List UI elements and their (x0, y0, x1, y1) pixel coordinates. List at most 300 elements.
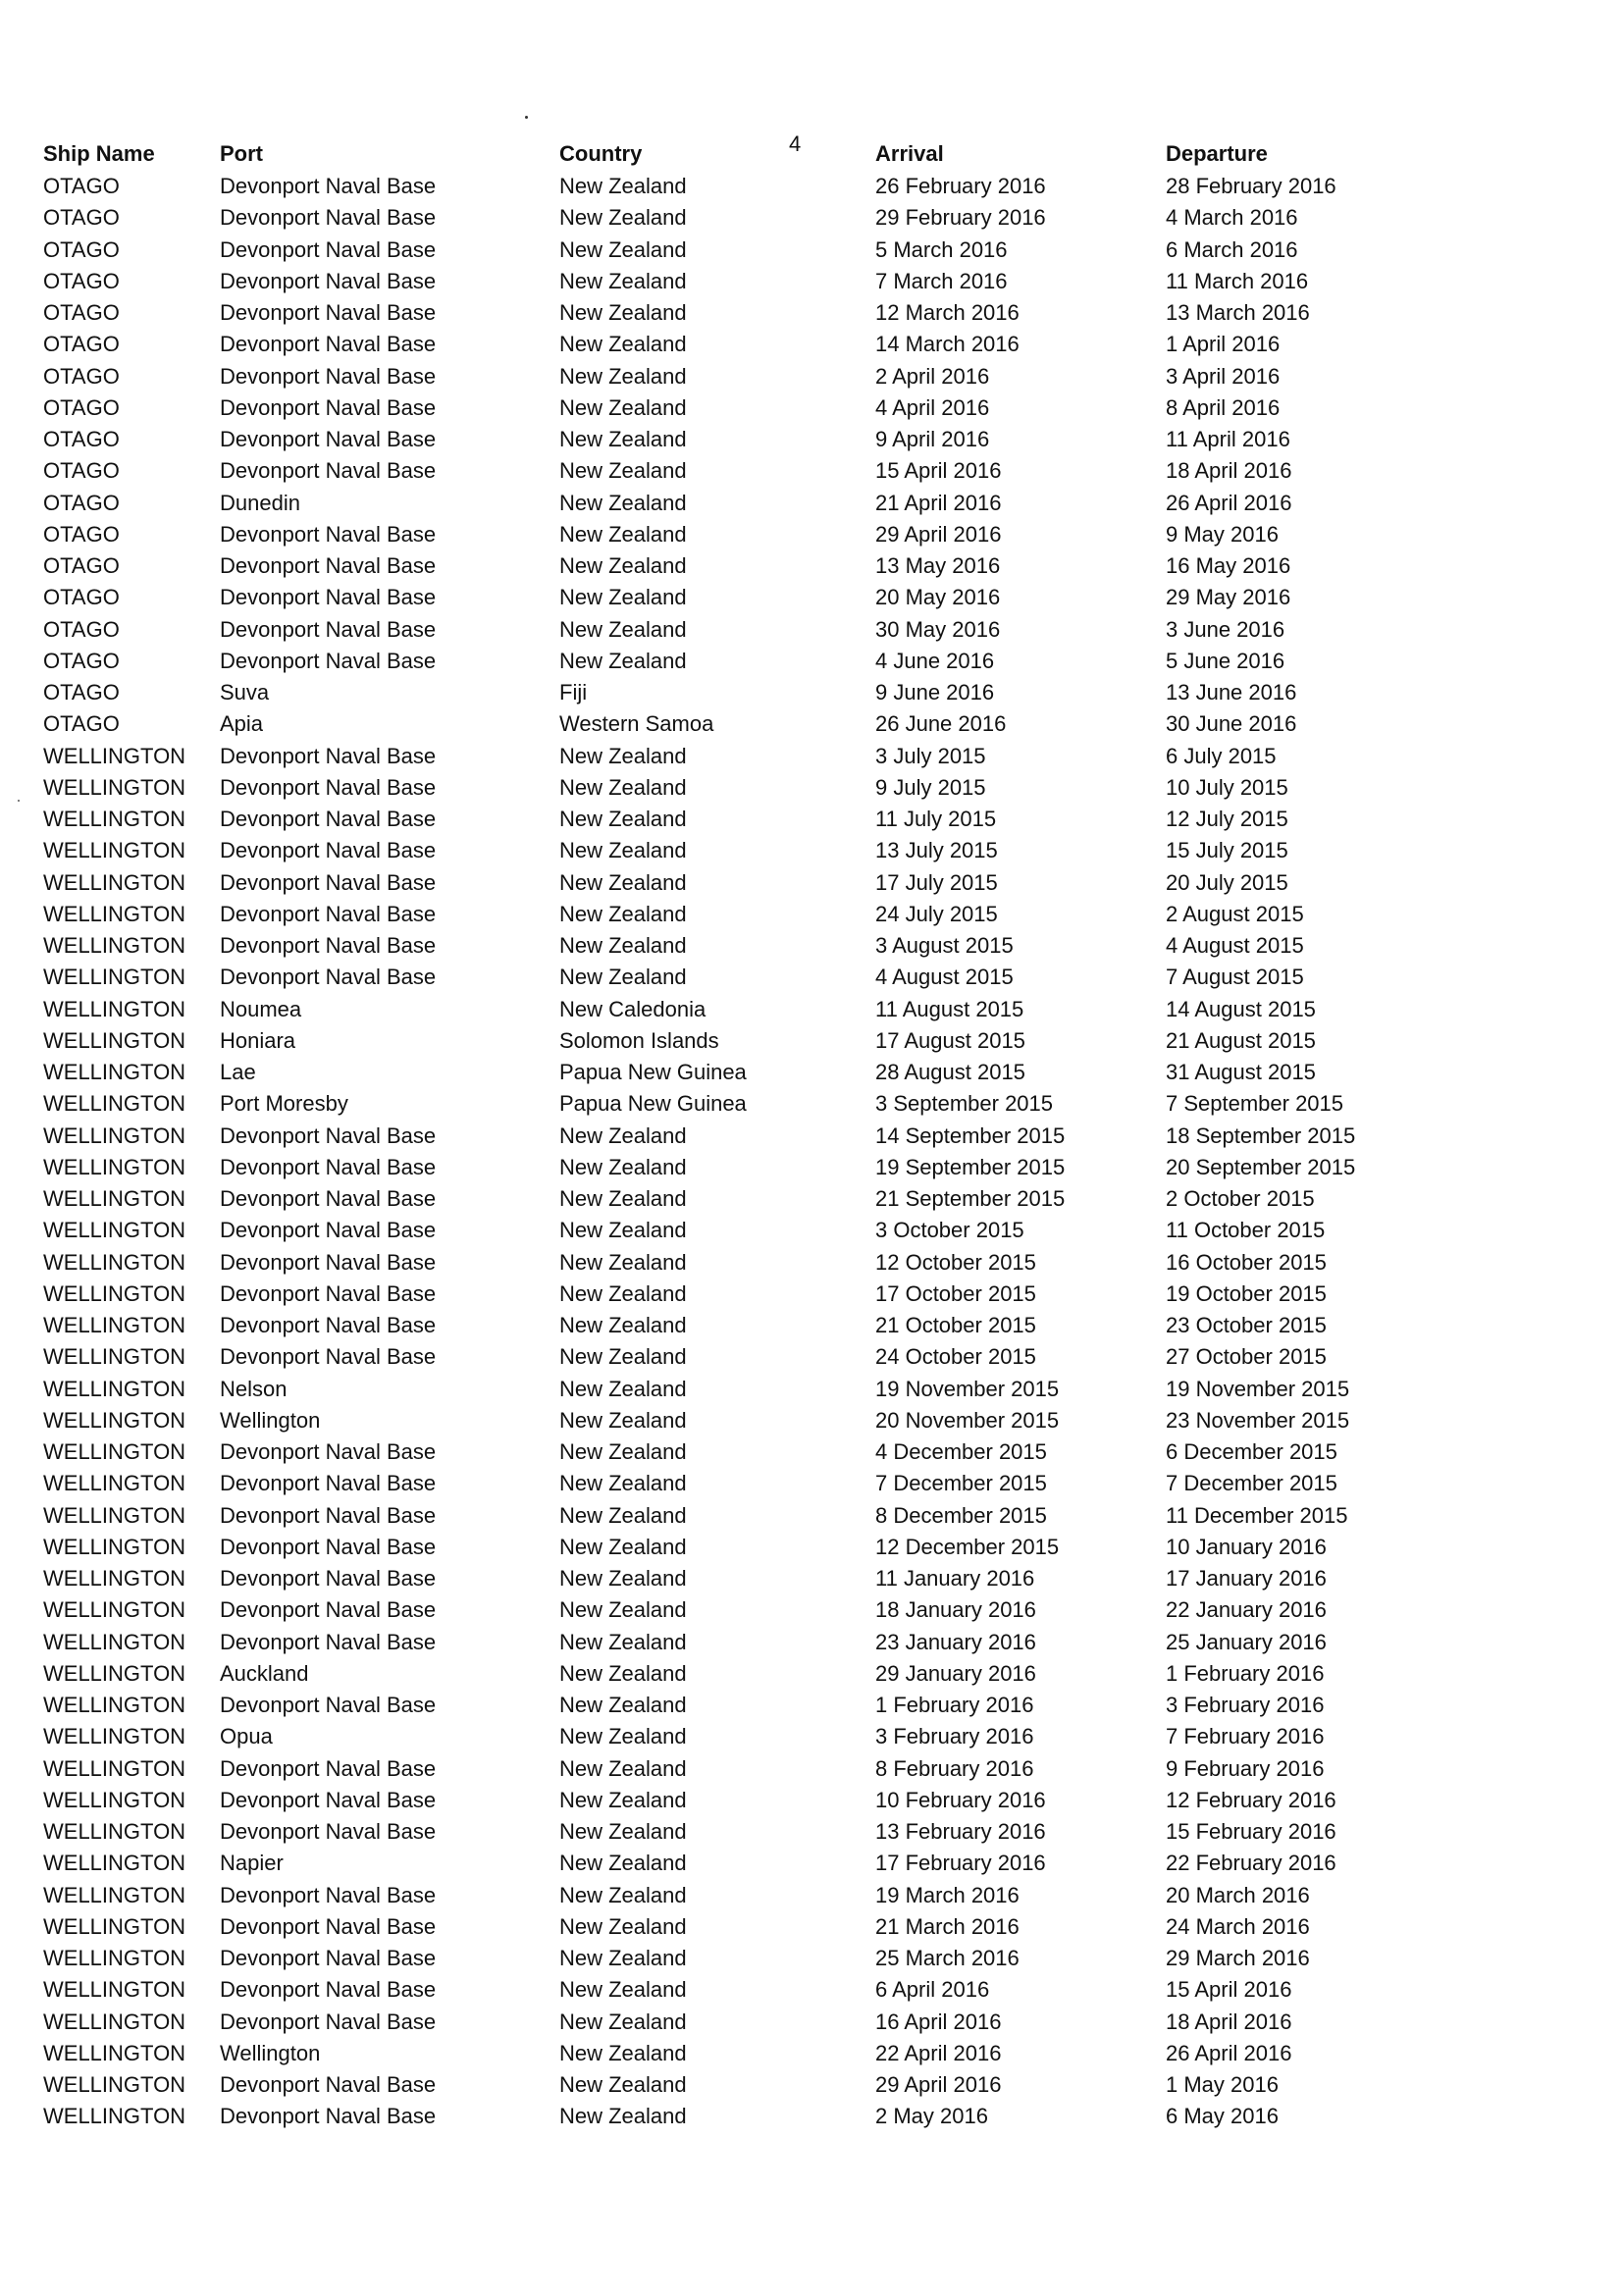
cell-country: New Zealand (559, 1249, 687, 1275)
cell-ship-name: WELLINGTON (43, 2072, 186, 2098)
table-row (43, 1310, 1460, 1341)
cell-arrival: 30 May 2016 (875, 616, 1001, 642)
cell-country: Solomon Islands (559, 1027, 719, 1053)
cell-ship-name: OTAGO (43, 332, 120, 357)
cell-port: Devonport Naval Base (220, 1218, 437, 1243)
table-row (43, 392, 1460, 424)
cell-port: Devonport Naval Base (220, 332, 437, 357)
cell-departure: 3 April 2016 (1166, 363, 1281, 389)
cell-departure: 13 March 2016 (1166, 300, 1310, 326)
cell-departure: 12 July 2015 (1166, 807, 1288, 832)
cell-arrival: 21 October 2015 (875, 1313, 1036, 1338)
cell-ship-name: WELLINGTON (43, 901, 186, 926)
table-row (43, 329, 1460, 360)
cell-country: New Zealand (559, 1660, 687, 1686)
cell-departure: 5 June 2016 (1166, 648, 1285, 673)
cell-country: New Zealand (559, 1280, 687, 1306)
cell-departure: 29 March 2016 (1166, 1946, 1310, 1971)
cell-port: Devonport Naval Base (220, 1913, 437, 1939)
cell-country: New Zealand (559, 363, 687, 389)
table-row (43, 171, 1460, 202)
cell-country: New Zealand (559, 1629, 687, 1654)
cell-departure: 13 June 2016 (1166, 680, 1297, 705)
cell-country: New Zealand (559, 1534, 687, 1559)
cell-port: Devonport Naval Base (220, 1977, 437, 2003)
table-row (43, 1627, 1460, 1658)
cell-country: New Zealand (559, 490, 687, 515)
table-row (43, 835, 1460, 866)
cell-ship-name: WELLINGTON (43, 1249, 186, 1275)
cell-country: New Zealand (559, 1693, 687, 1718)
cell-ship-name: WELLINGTON (43, 1851, 186, 1876)
cell-country: Western Samoa (559, 711, 714, 737)
cell-arrival: 17 February 2016 (875, 1851, 1046, 1876)
cell-country: New Zealand (559, 1186, 687, 1212)
cell-arrival: 3 July 2015 (875, 743, 986, 768)
table-row (43, 1785, 1460, 1816)
cell-arrival: 23 January 2016 (875, 1629, 1036, 1654)
cell-ship-name: WELLINGTON (43, 1186, 186, 1212)
cell-arrival: 4 December 2015 (875, 1439, 1047, 1465)
table-row (43, 1436, 1460, 1468)
cell-country: New Zealand (559, 933, 687, 959)
cell-arrival: 29 April 2016 (875, 2072, 1002, 2098)
cell-arrival: 19 March 2016 (875, 1882, 1020, 1907)
cell-departure: 23 November 2015 (1166, 1407, 1350, 1433)
cell-departure: 2 October 2015 (1166, 1186, 1315, 1212)
table-row (43, 361, 1460, 392)
cell-ship-name: WELLINGTON (43, 1819, 186, 1845)
cell-arrival: 11 January 2016 (875, 1566, 1035, 1592)
cell-arrival: 12 December 2015 (875, 1534, 1060, 1559)
cell-country: New Zealand (559, 1913, 687, 1939)
cell-ship-name: OTAGO (43, 680, 120, 705)
cell-port: Devonport Naval Base (220, 616, 437, 642)
cell-arrival: 24 October 2015 (875, 1344, 1036, 1370)
cell-port: Devonport Naval Base (220, 585, 437, 610)
cell-ship-name: WELLINGTON (43, 1913, 186, 1939)
cell-departure: 7 August 2015 (1166, 965, 1304, 990)
cell-port: Devonport Naval Base (220, 1186, 437, 1212)
cell-port: Apia (220, 711, 264, 737)
table-row (43, 1374, 1460, 1405)
cell-country: New Zealand (559, 774, 687, 800)
cell-departure: 7 December 2015 (1166, 1471, 1337, 1496)
header-ship-name: Ship Name (43, 141, 155, 166)
cell-port: Devonport Naval Base (220, 236, 437, 262)
cell-arrival: 28 August 2015 (875, 1060, 1025, 1085)
cell-departure: 3 June 2016 (1166, 616, 1285, 642)
table-row (43, 962, 1460, 993)
cell-port: Devonport Naval Base (220, 807, 437, 832)
cell-port: Devonport Naval Base (220, 394, 437, 420)
cell-port: Devonport Naval Base (220, 553, 437, 579)
cell-departure: 15 April 2016 (1166, 1977, 1292, 2003)
cell-country: New Zealand (559, 1376, 687, 1401)
cell-ship-name: WELLINGTON (43, 1439, 186, 1465)
table-row (43, 488, 1460, 519)
cell-country: New Zealand (559, 1313, 687, 1338)
cell-country: New Zealand (559, 1407, 687, 1433)
cell-ship-name: OTAGO (43, 300, 120, 326)
cell-country: New Zealand (559, 901, 687, 926)
cell-country: New Zealand (559, 1597, 687, 1623)
cell-ship-name: OTAGO (43, 711, 120, 737)
cell-port: Devonport Naval Base (220, 1597, 437, 1623)
cell-departure: 18 April 2016 (1166, 2009, 1292, 2034)
table-row (43, 1088, 1460, 1120)
table-row (43, 1500, 1460, 1532)
cell-ship-name: OTAGO (43, 616, 120, 642)
cell-port: Devonport Naval Base (220, 1280, 437, 1306)
cell-arrival: 19 September 2015 (875, 1154, 1066, 1179)
table-row (43, 677, 1460, 708)
cell-ship-name: WELLINGTON (43, 774, 186, 800)
cell-port: Noumea (220, 996, 302, 1021)
table-row (43, 455, 1460, 487)
table-row (43, 202, 1460, 234)
cell-arrival: 9 July 2015 (875, 774, 986, 800)
table-row (43, 741, 1460, 772)
cell-port: Devonport Naval Base (220, 838, 437, 863)
cell-departure: 29 May 2016 (1166, 585, 1291, 610)
cell-departure: 4 March 2016 (1166, 205, 1298, 231)
cell-country: New Zealand (559, 1218, 687, 1243)
cell-port: Devonport Naval Base (220, 1534, 437, 1559)
header-port: Port (220, 141, 263, 166)
table-row (43, 772, 1460, 804)
cell-arrival: 1 February 2016 (875, 1693, 1034, 1718)
cell-ship-name: WELLINGTON (43, 807, 186, 832)
cell-departure: 23 October 2015 (1166, 1313, 1327, 1338)
cell-country: New Zealand (559, 205, 687, 231)
cell-country: New Zealand (559, 2072, 687, 2098)
cell-arrival: 19 November 2015 (875, 1376, 1060, 1401)
table-row (43, 708, 1460, 740)
cell-departure: 20 July 2015 (1166, 869, 1288, 895)
cell-port: Devonport Naval Base (220, 1882, 437, 1907)
table-row (43, 930, 1460, 962)
scan-speck (18, 800, 20, 802)
cell-port: Devonport Naval Base (220, 1471, 437, 1496)
cell-departure: 22 February 2016 (1166, 1851, 1336, 1876)
cell-port: Opua (220, 1724, 273, 1749)
cell-ship-name: WELLINGTON (43, 1154, 186, 1179)
cell-ship-name: WELLINGTON (43, 1407, 186, 1433)
table-row (43, 1121, 1460, 1152)
cell-country: New Zealand (559, 2009, 687, 2034)
cell-country: New Zealand (559, 1566, 687, 1592)
cell-departure: 2 August 2015 (1166, 901, 1304, 926)
table-row (43, 266, 1460, 297)
cell-country: New Zealand (559, 1946, 687, 1971)
cell-departure: 31 August 2015 (1166, 1060, 1316, 1085)
cell-ship-name: WELLINGTON (43, 1060, 186, 1085)
cell-arrival: 21 September 2015 (875, 1186, 1066, 1212)
cell-arrival: 14 March 2016 (875, 332, 1020, 357)
cell-port: Devonport Naval Base (220, 869, 437, 895)
table-row (43, 1405, 1460, 1436)
cell-country: New Zealand (559, 1787, 687, 1812)
cell-arrival: 8 December 2015 (875, 1502, 1047, 1528)
cell-port: Devonport Naval Base (220, 648, 437, 673)
cell-ship-name: OTAGO (43, 490, 120, 515)
cell-ship-name: WELLINGTON (43, 743, 186, 768)
cell-port: Dunedin (220, 490, 300, 515)
cell-departure: 9 May 2016 (1166, 521, 1279, 547)
cell-ship-name: OTAGO (43, 553, 120, 579)
cell-ship-name: WELLINGTON (43, 1755, 186, 1781)
cell-arrival: 13 February 2016 (875, 1819, 1046, 1845)
cell-departure: 4 August 2015 (1166, 933, 1304, 959)
cell-arrival: 4 August 2015 (875, 965, 1014, 990)
cell-arrival: 29 April 2016 (875, 521, 1002, 547)
cell-ship-name: OTAGO (43, 363, 120, 389)
cell-port: Napier (220, 1851, 284, 1876)
cell-arrival: 11 August 2015 (875, 996, 1024, 1021)
table-row (43, 550, 1460, 582)
cell-port: Devonport Naval Base (220, 2104, 437, 2129)
cell-port: Devonport Naval Base (220, 1787, 437, 1812)
cell-port: Devonport Naval Base (220, 1693, 437, 1718)
cell-country: New Zealand (559, 2040, 687, 2065)
cell-departure: 8 April 2016 (1166, 394, 1281, 420)
cell-ship-name: WELLINGTON (43, 1977, 186, 2003)
cell-ship-name: WELLINGTON (43, 1027, 186, 1053)
cell-departure: 1 February 2016 (1166, 1660, 1325, 1686)
cell-departure: 17 January 2016 (1166, 1566, 1327, 1592)
cell-port: Devonport Naval Base (220, 174, 437, 199)
table-row (43, 2069, 1460, 2101)
cell-departure: 24 March 2016 (1166, 1913, 1310, 1939)
table-row (43, 1247, 1460, 1278)
table-row (43, 2038, 1460, 2069)
cell-port: Devonport Naval Base (220, 1755, 437, 1781)
cell-ship-name: WELLINGTON (43, 1946, 186, 1971)
cell-port: Devonport Naval Base (220, 427, 437, 452)
table-row (43, 1816, 1460, 1848)
cell-ship-name: OTAGO (43, 394, 120, 420)
cell-ship-name: WELLINGTON (43, 838, 186, 863)
cell-arrival: 3 October 2015 (875, 1218, 1024, 1243)
cell-country: Fiji (559, 680, 588, 705)
cell-departure: 22 January 2016 (1166, 1597, 1327, 1623)
table-row (43, 1721, 1460, 1752)
cell-country: New Zealand (559, 1154, 687, 1179)
cell-arrival: 2 May 2016 (875, 2104, 988, 2129)
cell-arrival: 12 March 2016 (875, 300, 1020, 326)
table-row (43, 614, 1460, 646)
table-row (43, 867, 1460, 899)
cell-port: Honiara (220, 1027, 296, 1053)
cell-arrival: 9 June 2016 (875, 680, 995, 705)
cell-country: New Zealand (559, 807, 687, 832)
cell-arrival: 29 February 2016 (875, 205, 1046, 231)
cell-arrival: 4 April 2016 (875, 394, 990, 420)
cell-port: Devonport Naval Base (220, 300, 437, 326)
cell-country: New Zealand (559, 332, 687, 357)
cell-country: New Zealand (559, 427, 687, 452)
cell-ship-name: OTAGO (43, 205, 120, 231)
cell-port: Devonport Naval Base (220, 2009, 437, 2034)
cell-ship-name: WELLINGTON (43, 1787, 186, 1812)
cell-country: New Zealand (559, 1882, 687, 1907)
cell-arrival: 7 March 2016 (875, 268, 1008, 293)
cell-country: New Zealand (559, 1344, 687, 1370)
cell-port: Devonport Naval Base (220, 1122, 437, 1148)
cell-departure: 12 February 2016 (1166, 1787, 1336, 1812)
cell-departure: 26 April 2016 (1166, 490, 1292, 515)
cell-ship-name: WELLINGTON (43, 1376, 186, 1401)
cell-ship-name: WELLINGTON (43, 1693, 186, 1718)
table-row (43, 994, 1460, 1025)
cell-port: Nelson (220, 1376, 288, 1401)
cell-arrival: 5 March 2016 (875, 236, 1008, 262)
table-row (43, 235, 1460, 266)
cell-arrival: 11 July 2015 (875, 807, 997, 832)
cell-country: New Zealand (559, 2104, 687, 2129)
cell-ship-name: WELLINGTON (43, 2104, 186, 2129)
cell-ship-name: WELLINGTON (43, 1122, 186, 1148)
cell-departure: 16 October 2015 (1166, 1249, 1327, 1275)
cell-port: Auckland (220, 1660, 309, 1686)
cell-arrival: 8 February 2016 (875, 1755, 1034, 1781)
cell-country: New Zealand (559, 300, 687, 326)
table-row (43, 646, 1460, 677)
table-body (43, 171, 1460, 2133)
cell-arrival: 15 April 2016 (875, 458, 1002, 484)
table-row (43, 1594, 1460, 1626)
cell-port: Wellington (220, 2040, 321, 2065)
cell-country: New Zealand (559, 394, 687, 420)
cell-country: New Zealand (559, 1122, 687, 1148)
cell-country: New Zealand (559, 268, 687, 293)
cell-arrival: 17 July 2015 (875, 869, 998, 895)
table-row (43, 1943, 1460, 1974)
cell-ship-name: WELLINGTON (43, 1280, 186, 1306)
cell-departure: 16 May 2016 (1166, 553, 1291, 579)
table-row (43, 582, 1460, 613)
cell-arrival: 21 March 2016 (875, 1913, 1020, 1939)
cell-arrival: 20 May 2016 (875, 585, 1001, 610)
cell-ship-name: WELLINGTON (43, 1218, 186, 1243)
table-row (43, 1848, 1460, 1879)
cell-arrival: 26 February 2016 (875, 174, 1046, 199)
table-row (43, 1215, 1460, 1246)
table-row (43, 2007, 1460, 2038)
cell-country: New Zealand (559, 1851, 687, 1876)
cell-departure: 7 September 2015 (1166, 1091, 1344, 1117)
cell-ship-name: WELLINGTON (43, 869, 186, 895)
cell-arrival: 18 January 2016 (875, 1597, 1036, 1623)
cell-arrival: 16 April 2016 (875, 2009, 1002, 2034)
cell-arrival: 24 July 2015 (875, 901, 998, 926)
cell-country: Papua New Guinea (559, 1091, 747, 1117)
cell-ship-name: WELLINGTON (43, 933, 186, 959)
cell-arrival: 7 December 2015 (875, 1471, 1047, 1496)
cell-port: Suva (220, 680, 270, 705)
header-row (43, 137, 1460, 171)
cell-port: Devonport Naval Base (220, 268, 437, 293)
cell-ship-name: WELLINGTON (43, 1660, 186, 1686)
cell-country: New Zealand (559, 585, 687, 610)
cell-departure: 11 October 2015 (1166, 1218, 1326, 1243)
cell-port: Devonport Naval Base (220, 363, 437, 389)
cell-arrival: 2 April 2016 (875, 363, 990, 389)
cell-port: Devonport Naval Base (220, 458, 437, 484)
cell-departure: 21 August 2015 (1166, 1027, 1316, 1053)
cell-ship-name: WELLINGTON (43, 1344, 186, 1370)
table-row (43, 297, 1460, 329)
cell-port: Devonport Naval Base (220, 1566, 437, 1592)
cell-departure: 15 July 2015 (1166, 838, 1288, 863)
cell-departure: 6 December 2015 (1166, 1439, 1337, 1465)
cell-departure: 11 December 2015 (1166, 1502, 1348, 1528)
ship-visits-table (43, 137, 1460, 2133)
cell-port: Port Moresby (220, 1091, 348, 1117)
cell-departure: 6 July 2015 (1166, 743, 1277, 768)
cell-ship-name: WELLINGTON (43, 1502, 186, 1528)
cell-port: Devonport Naval Base (220, 1313, 437, 1338)
cell-arrival: 20 November 2015 (875, 1407, 1060, 1433)
table-row (43, 1152, 1460, 1183)
cell-ship-name: OTAGO (43, 427, 120, 452)
cell-country: Papua New Guinea (559, 1060, 747, 1085)
scan-speck (525, 116, 528, 119)
table-row (43, 2101, 1460, 2132)
cell-departure: 18 April 2016 (1166, 458, 1292, 484)
table-row (43, 1278, 1460, 1310)
cell-arrival: 22 April 2016 (875, 2040, 1002, 2065)
header-country: Country (559, 141, 643, 166)
cell-arrival: 13 July 2015 (875, 838, 998, 863)
cell-port: Devonport Naval Base (220, 1439, 437, 1465)
cell-ship-name: WELLINGTON (43, 1313, 186, 1338)
cell-arrival: 26 June 2016 (875, 711, 1007, 737)
cell-ship-name: OTAGO (43, 521, 120, 547)
cell-port: Devonport Naval Base (220, 933, 437, 959)
table-header (43, 137, 1460, 171)
cell-arrival: 10 February 2016 (875, 1787, 1046, 1812)
cell-departure: 6 March 2016 (1166, 236, 1298, 262)
cell-departure: 1 April 2016 (1166, 332, 1281, 357)
cell-country: New Zealand (559, 458, 687, 484)
cell-arrival: 6 April 2016 (875, 1977, 990, 2003)
cell-port: Devonport Naval Base (220, 1344, 437, 1370)
cell-country: New Zealand (559, 236, 687, 262)
cell-ship-name: OTAGO (43, 236, 120, 262)
cell-departure: 9 February 2016 (1166, 1755, 1325, 1781)
cell-ship-name: WELLINGTON (43, 996, 186, 1021)
cell-ship-name: WELLINGTON (43, 1091, 186, 1117)
table-row (43, 1753, 1460, 1785)
cell-arrival: 21 April 2016 (875, 490, 1002, 515)
cell-departure: 30 June 2016 (1166, 711, 1297, 737)
cell-ship-name: OTAGO (43, 458, 120, 484)
cell-arrival: 17 August 2015 (875, 1027, 1025, 1053)
cell-port: Devonport Naval Base (220, 774, 437, 800)
cell-port: Devonport Naval Base (220, 743, 437, 768)
table-row (43, 1025, 1460, 1057)
cell-arrival: 3 September 2015 (875, 1091, 1054, 1117)
cell-departure: 11 March 2016 (1166, 268, 1309, 293)
cell-ship-name: WELLINGTON (43, 1566, 186, 1592)
cell-arrival: 14 September 2015 (875, 1122, 1066, 1148)
cell-departure: 7 February 2016 (1166, 1724, 1325, 1749)
cell-country: New Caledonia (559, 996, 707, 1021)
table-row (43, 1911, 1460, 1943)
cell-ship-name: OTAGO (43, 648, 120, 673)
